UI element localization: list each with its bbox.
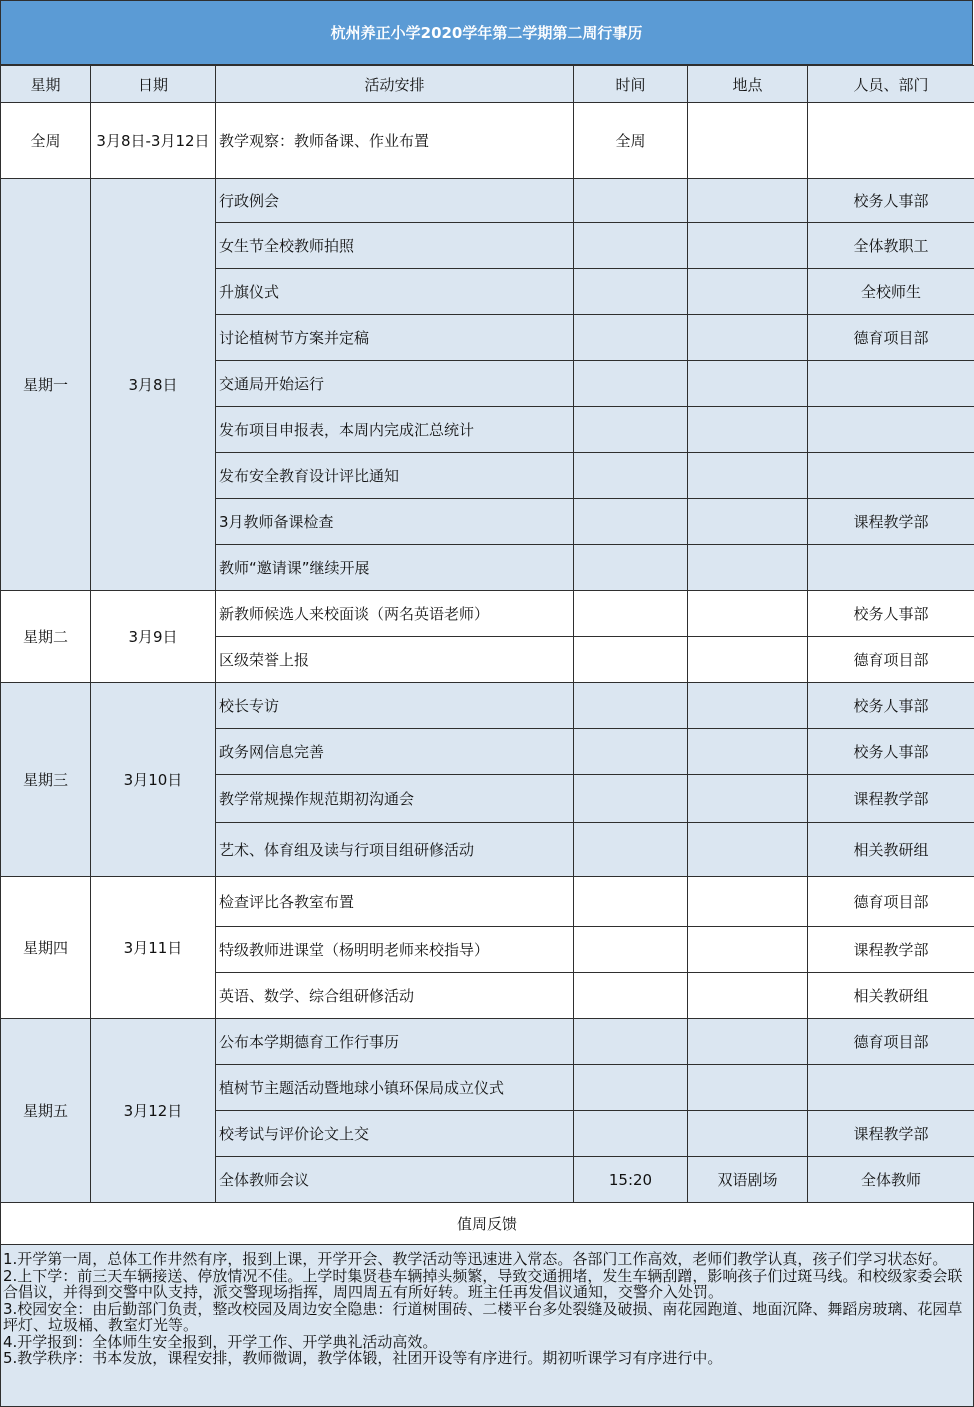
feedback-label: 值周反馈: [0, 1203, 974, 1245]
time-cell: [574, 499, 688, 545]
header-dept: 人员、部门: [808, 66, 974, 103]
dept-cell: 课程教学部: [808, 499, 974, 545]
date-cell: 3月12日: [91, 1019, 216, 1203]
activity-cell: 新教师候选人来校面谈（两名英语老师）: [216, 591, 574, 637]
place-cell: [688, 591, 808, 637]
time-cell: [574, 683, 688, 729]
table-row: [1, 179, 974, 223]
place-cell: [688, 823, 808, 877]
schedule-table: [0, 65, 974, 1203]
place-cell: [688, 927, 808, 973]
time-cell: [574, 1111, 688, 1157]
activity-cell: 3月教师备课检查: [216, 499, 574, 545]
activity-cell: 交通局开始运行: [216, 361, 574, 407]
header-time: 时间: [574, 66, 688, 103]
time-cell: 15:20: [574, 1157, 688, 1203]
place-cell: [688, 1065, 808, 1111]
time-cell: [574, 179, 688, 223]
time-cell: [574, 223, 688, 269]
date-cell: 3月8日: [91, 179, 216, 591]
week-time: 全周: [574, 103, 688, 179]
activity-cell: 植树节主题活动暨地球小镇环保局成立仪式: [216, 1065, 574, 1111]
day-cell: 星期一: [1, 179, 91, 591]
activity-cell: 英语、数学、综合组研修活动: [216, 973, 574, 1019]
dept-cell: 校务人事部: [808, 591, 974, 637]
header-activity: 活动安排: [216, 66, 574, 103]
place-cell: [688, 1111, 808, 1157]
header-day: 星期: [1, 66, 91, 103]
dept-cell: 课程教学部: [808, 927, 974, 973]
place-cell: [688, 499, 808, 545]
activity-cell: 女生节全校教师拍照: [216, 223, 574, 269]
dept-cell: [808, 545, 974, 591]
day-cell: 星期三: [1, 683, 91, 877]
place-cell: [688, 453, 808, 499]
dept-cell: 全校师生: [808, 269, 974, 315]
header-place: 地点: [688, 66, 808, 103]
time-cell: [574, 453, 688, 499]
place-cell: [688, 877, 808, 927]
time-cell: [574, 637, 688, 683]
place-cell: [688, 729, 808, 775]
activity-cell: 检查评比各教室布置: [216, 877, 574, 927]
place-cell: [688, 1019, 808, 1065]
time-cell: [574, 729, 688, 775]
activity-cell: 讨论植树节方案并定稿: [216, 315, 574, 361]
dept-cell: [808, 1065, 974, 1111]
dept-cell: 相关教研组: [808, 823, 974, 877]
time-cell: [574, 1019, 688, 1065]
table-row: [1, 877, 974, 927]
time-cell: [574, 775, 688, 823]
time-cell: [574, 315, 688, 361]
time-cell: [574, 973, 688, 1019]
dept-cell: 校务人事部: [808, 179, 974, 223]
time-cell: [574, 927, 688, 973]
date-cell: 3月10日: [91, 683, 216, 877]
place-cell: [688, 315, 808, 361]
activity-cell: 艺术、体育组及读与行项目组研修活动: [216, 823, 574, 877]
feedback-item: 3.校园安全：由后勤部门负责，整改校园及周边安全隐患：行道树围砖、二楼平台多处裂缝及破损、南花园跑道、地面沉降、舞蹈房玻璃、花园草坪灯、垃圾桶、教室灯光等。: [3, 1299, 963, 1334]
activity-cell: 校长专访: [216, 683, 574, 729]
dept-cell: 全体教职工: [808, 223, 974, 269]
header-row: [1, 66, 974, 103]
week-place: [688, 103, 808, 179]
activity-cell: 发布项目申报表，本周内完成汇总统计: [216, 407, 574, 453]
place-cell: [688, 407, 808, 453]
activity-cell: 政务网信息完善: [216, 729, 574, 775]
day-cell: 星期二: [1, 591, 91, 683]
activity-cell: 公布本学期德育工作行事历: [216, 1019, 574, 1065]
place-cell: [688, 361, 808, 407]
time-cell: [574, 1065, 688, 1111]
place-cell: [688, 973, 808, 1019]
day-cell: 星期五: [1, 1019, 91, 1203]
header-date: 日期: [91, 66, 216, 103]
dept-cell: [808, 361, 974, 407]
table-row: [1, 683, 974, 729]
table-row: [1, 591, 974, 637]
week-date: 3月8日-3月12日: [91, 103, 216, 179]
activity-cell: 教师“邀请课”继续开展: [216, 545, 574, 591]
time-cell: [574, 591, 688, 637]
feedback-body: [0, 1245, 974, 1407]
place-cell: [688, 269, 808, 315]
dept-cell: 全体教师: [808, 1157, 974, 1203]
feedback-item: 2.上下学：前三天车辆接送、停放情况不佳。上学时集贤巷车辆掉头频繁，导致交通拥堵，发生车辆刮蹭，影响孩子们过斑马线。和校级家委会联合倡议，并得到交警中队支持，派交警现场指挥，周四周五有所好转。班主任再发倡议通知，交警介入处罚。: [3, 1266, 963, 1301]
place-cell: 双语剧场: [688, 1157, 808, 1203]
week-day: 全周: [1, 103, 91, 179]
day-cell: 星期四: [1, 877, 91, 1019]
feedback-item: 1.开学第一周，总体工作井然有序，报到上课，开学开会、教学活动等迅速进入常态。各部门工作高效，老师们教学认真，孩子们学习状态好。: [3, 1250, 948, 1268]
date-cell: 3月9日: [91, 591, 216, 683]
dept-cell: [808, 453, 974, 499]
time-cell: [574, 407, 688, 453]
time-cell: [574, 877, 688, 927]
dept-cell: [808, 407, 974, 453]
feedback-item: 5.教学秩序：书本发放，课程安排，教师微调，教学体锻，社团开设等有序进行。期初听课学习有序进行中。: [3, 1349, 723, 1367]
place-cell: [688, 223, 808, 269]
activity-cell: 行政例会: [216, 179, 574, 223]
dept-cell: 相关教研组: [808, 973, 974, 1019]
dept-cell: 校务人事部: [808, 683, 974, 729]
week-row: [1, 103, 974, 179]
sheet-title: 杭州养正小学2020学年第二学期第二周行事历: [0, 0, 973, 65]
activity-cell: 校考试与评价论文上交: [216, 1111, 574, 1157]
dept-cell: 校务人事部: [808, 729, 974, 775]
activity-cell: 发布安全教育设计评比通知: [216, 453, 574, 499]
time-cell: [574, 823, 688, 877]
activity-cell: 全体教师会议: [216, 1157, 574, 1203]
time-cell: [574, 361, 688, 407]
feedback-item: 4.开学报到：全体师生安全报到，开学工作、开学典礼活动高效。: [3, 1332, 438, 1351]
table-row: [1, 1019, 974, 1065]
time-cell: [574, 269, 688, 315]
time-cell: [574, 545, 688, 591]
dept-cell: 德育项目部: [808, 637, 974, 683]
place-cell: [688, 179, 808, 223]
activity-cell: 教学常规操作规范期初沟通会: [216, 775, 574, 823]
activity-cell: 区级荣誉上报: [216, 637, 574, 683]
date-cell: 3月11日: [91, 877, 216, 1019]
week-dept: [808, 103, 974, 179]
dept-cell: 课程教学部: [808, 775, 974, 823]
dept-cell: 课程教学部: [808, 1111, 974, 1157]
place-cell: [688, 683, 808, 729]
place-cell: [688, 545, 808, 591]
place-cell: [688, 637, 808, 683]
dept-cell: 德育项目部: [808, 315, 974, 361]
activity-cell: 特级教师进课堂（杨明明老师来校指导）: [216, 927, 574, 973]
place-cell: [688, 775, 808, 823]
dept-cell: 德育项目部: [808, 877, 974, 927]
dept-cell: 德育项目部: [808, 1019, 974, 1065]
activity-cell: 升旗仪式: [216, 269, 574, 315]
week-activity: 教学观察：教师备课、作业布置: [216, 103, 574, 179]
